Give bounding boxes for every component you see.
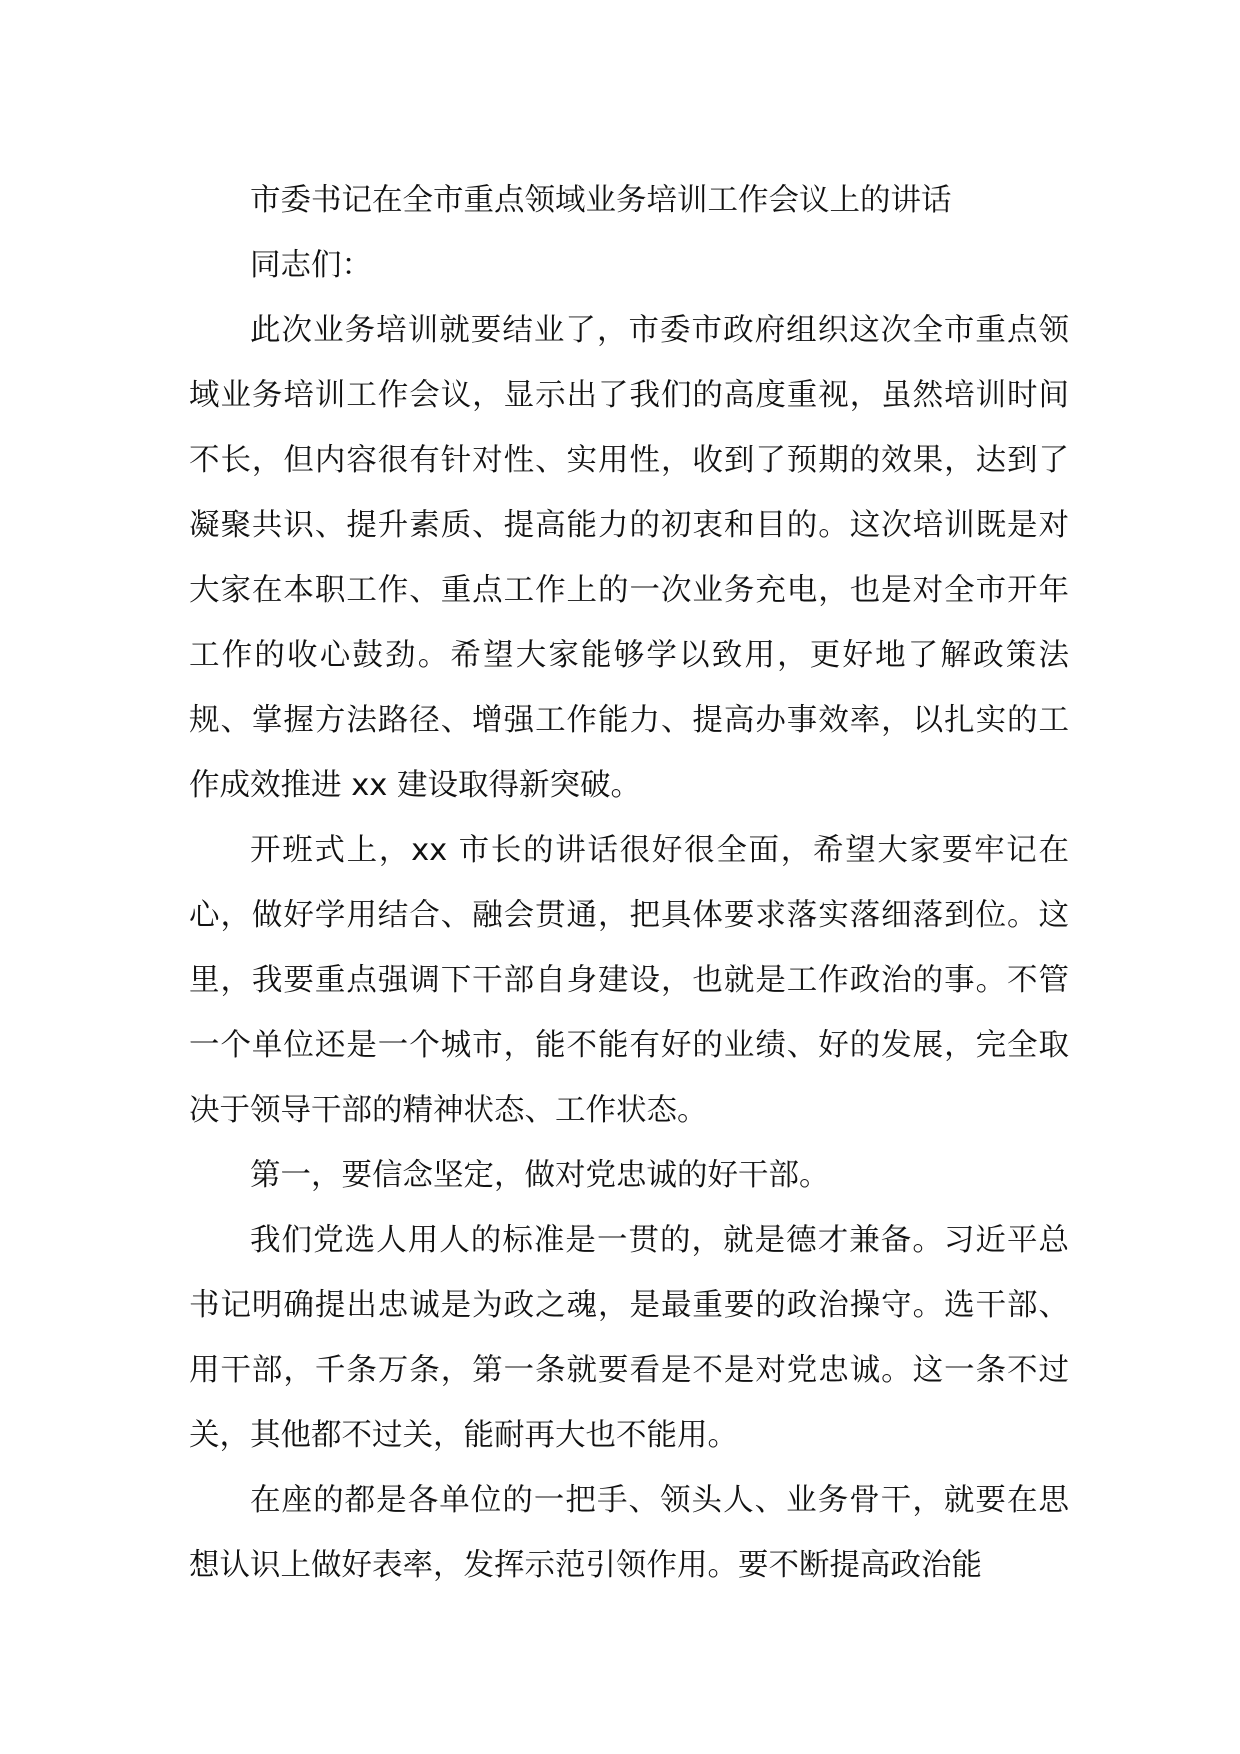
paragraph-1: 此次业务培训就要结业了，市委市政府组织这次全市重点领域业务培训工作会议，显示出了我们的高度重视，虽然培训时间不长，但内容很有针对性、实用性，收到了预期的效果，达到了凝聚共识、提升素质、提高能力的初衷和目的。这次培训既是对大家在本职工作、重点工作上的一次业务充电，也是对全市开年工作的收心鼓劲。希望大家能够学以致用，更好地了解政策法规、掌握方法路径、增强工作能力、提高办事效率，以扎实的工作成效推进 xx 建设取得新突破。 xyxy=(189,313,1069,803)
document-body xyxy=(189,168,1069,1598)
paragraph-3: 我们党选人用人的标准是一贯的，就是德才兼备。习近平总书记明确提出忠诚是为政之魂，是最重要的政治操守。选干部、用干部，千条万条，第一条就要看是不是对党忠诚。这一条不过关，其他都不过关，能耐再大也不能用。 xyxy=(189,1223,1069,1453)
section-heading-1: 第一，要信念坚定，做对党忠诚的好干部。 xyxy=(250,1158,830,1193)
paragraph-2: 开班式上，xx 市长的讲话很好很全面，希望大家要牢记在心，做好学用结合、融会贯通，把具体要求落实落细落到位。这里，我要重点强调下干部自身建设，也就是工作政治的事。不管一个单位还是一个城市，能不能有好的业绩、好的发展，完全取决于领导干部的精神状态、工作状态。 xyxy=(189,833,1069,1128)
document-title: 市委书记在全市重点领域业务培训工作会议上的讲话 xyxy=(250,183,952,218)
salutation: 同志们： xyxy=(250,248,372,283)
paragraph-4: 在座的都是各单位的一把手、领头人、业务骨干，就要在思想认识上做好表率，发挥示范引领作用。要不断提高政治能 xyxy=(189,1483,1069,1583)
